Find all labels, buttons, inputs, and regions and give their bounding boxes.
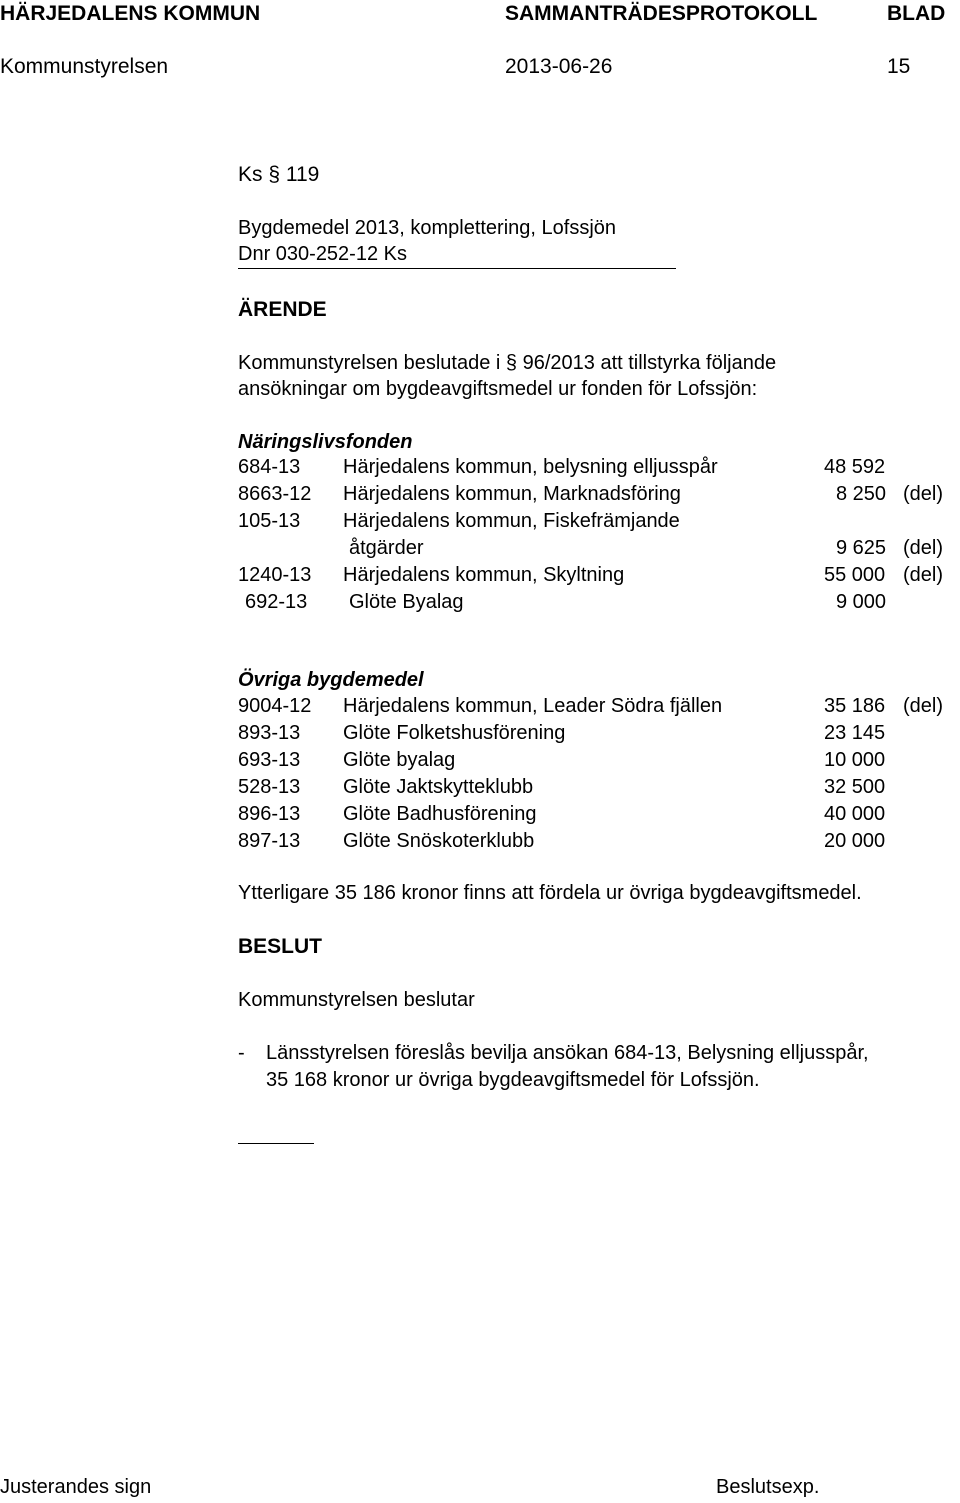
table-row — [0, 508, 960, 535]
row-amount: 20 000 — [824, 830, 886, 852]
beslut-text-line2: 35 168 kronor ur övriga bygdeavgiftsmedel för Lofssjön. — [266, 1069, 760, 1091]
arende-text-line2: ansökningar om bygdeavgiftsmedel ur fonden för Lofssjön: — [238, 378, 758, 400]
row-amount: 9 625 — [836, 537, 887, 559]
naringslivsfonden-heading: Näringslivsfonden — [238, 431, 413, 453]
case-dnr: Dnr 030-252-12 Ks — [238, 243, 407, 265]
table-row — [0, 720, 960, 747]
blad-label: BLAD — [887, 2, 946, 25]
bullet-dash: - — [238, 1042, 245, 1064]
row-amount: 10 000 — [824, 749, 886, 771]
case-title: Bygdemedel 2013, komplettering, Lofssjön — [238, 217, 617, 239]
row-amount: 48 592 — [824, 456, 886, 478]
row-code: 105-13 — [238, 510, 301, 532]
row-description: Glöte Jaktskytteklubb — [343, 776, 534, 798]
row-description: Härjedalens kommun, Fiskefrämjande — [343, 510, 680, 532]
row-amount: 40 000 — [824, 803, 886, 825]
beslut-intro: Kommunstyrelsen beslutar — [238, 989, 475, 1011]
beslut-text-line1: Länsstyrelsen föreslås bevilja ansökan 684-13, Belysning elljusspår, — [266, 1042, 869, 1064]
decision-dispatch-label: Beslutsexp. — [716, 1476, 820, 1498]
beslut-heading: BESLUT — [238, 935, 322, 958]
end-rule — [238, 1143, 314, 1144]
table-row — [0, 693, 960, 720]
table-row — [0, 562, 960, 589]
committee-name: Kommunstyrelsen — [0, 55, 169, 78]
row-description: Härjedalens kommun, belysning elljusspår — [343, 456, 718, 478]
row-description: Glöte Snöskoterklubb — [343, 830, 535, 852]
title-underline — [238, 268, 676, 269]
row-code: 528-13 — [238, 776, 301, 798]
page-number: 15 — [887, 55, 911, 78]
arende-heading: ÄRENDE — [238, 298, 327, 321]
table-row — [0, 454, 960, 481]
row-description: Glöte Badhusförening — [343, 803, 537, 825]
row-amount: 35 186 — [824, 695, 886, 717]
table-row — [0, 828, 960, 855]
row-code: 684-13 — [238, 456, 301, 478]
row-code: 1240-13 — [238, 564, 312, 586]
signature-label: Justerandes sign — [0, 1476, 152, 1498]
row-description: Härjedalens kommun, Skyltning — [343, 564, 625, 586]
row-code: 8663-12 — [238, 483, 312, 505]
table-row — [0, 747, 960, 774]
row-code: 693-13 — [238, 749, 301, 771]
row-description: Härjedalens kommun, Leader Södra fjällen — [343, 695, 723, 717]
row-note: (del) — [903, 537, 944, 559]
row-code: 893-13 — [238, 722, 301, 744]
row-note: (del) — [903, 695, 944, 717]
row-note: (del) — [903, 564, 944, 586]
row-amount: 9 000 — [836, 591, 887, 613]
row-amount: 55 000 — [824, 564, 886, 586]
row-code: 896-13 — [238, 803, 301, 825]
org-name: HÄRJEDALENS KOMMUN — [0, 2, 261, 25]
row-description: Glöte Folketshusförening — [343, 722, 566, 744]
row-note: (del) — [903, 483, 944, 505]
row-amount: 8 250 — [836, 483, 887, 505]
meeting-date: 2013-06-26 — [505, 55, 613, 78]
row-description: Glöte Byalag — [349, 591, 464, 613]
row-code: 897-13 — [238, 830, 301, 852]
table-row — [0, 589, 960, 616]
row-description: Härjedalens kommun, Marknadsföring — [343, 483, 681, 505]
row-description: åtgärder — [349, 537, 424, 559]
table-row — [0, 481, 960, 508]
arende-text-line1: Kommunstyrelsen beslutade i § 96/2013 att tillstyrka följande — [238, 352, 777, 374]
table-row — [0, 801, 960, 828]
table-row — [0, 535, 960, 562]
remaining-funds-text: Ytterligare 35 186 kronor finns att fördela ur övriga bygdeavgiftsmedel. — [238, 882, 862, 904]
row-amount: 23 145 — [824, 722, 886, 744]
row-code: 692-13 — [245, 591, 308, 613]
table-row — [0, 774, 960, 801]
doc-type: SAMMANTRÄDESPROTOKOLL — [505, 2, 818, 25]
case-number: Ks § 119 — [238, 163, 320, 186]
row-code: 9004-12 — [238, 695, 312, 717]
row-amount: 32 500 — [824, 776, 886, 798]
ovriga-heading: Övriga bygdemedel — [238, 669, 424, 691]
row-description: Glöte byalag — [343, 749, 456, 771]
